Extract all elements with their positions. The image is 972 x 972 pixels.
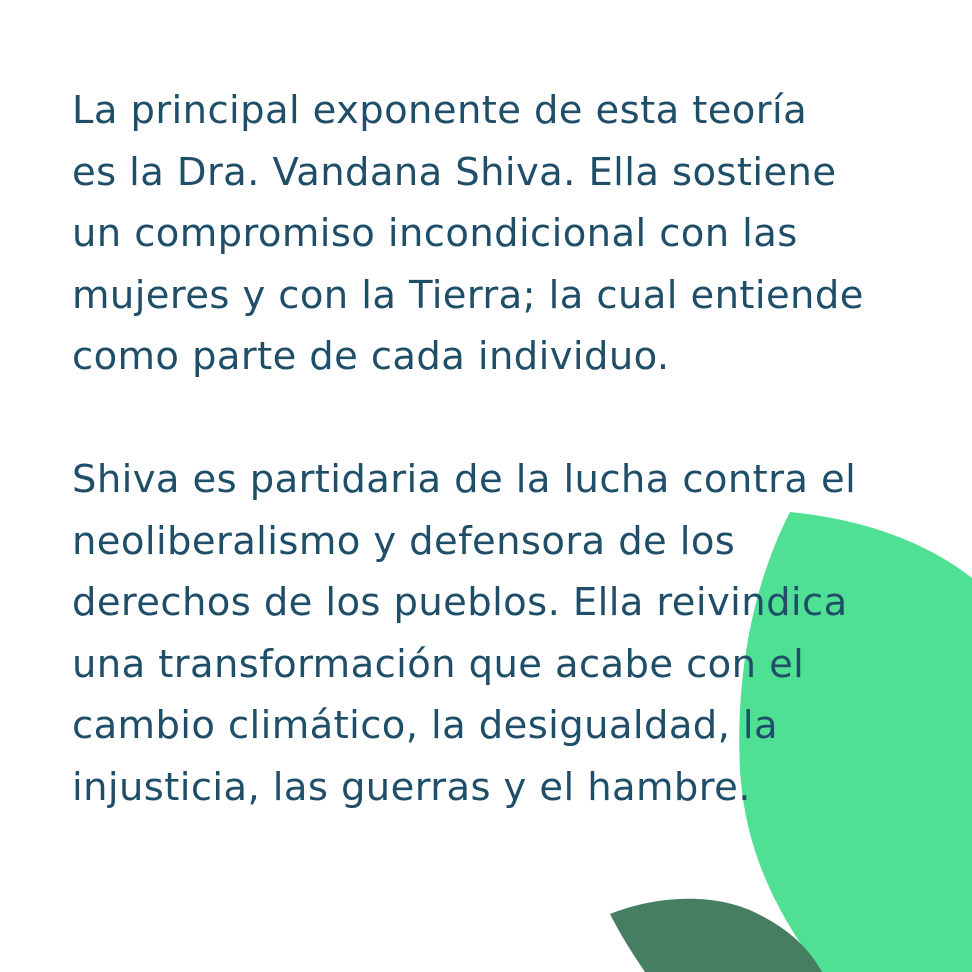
paragraph-gap <box>72 388 932 450</box>
paragraph-2-line-6: injusticia, las guerras y el hambre. <box>72 764 751 810</box>
paragraph-1-line-5: como parte de cada individuo. <box>72 334 670 379</box>
paragraph-1-line-2: es la Dra. Vandana Shiva. Ella sostiene <box>72 149 837 195</box>
paragraph-2-line-2: neoliberalismo y defensora de los <box>72 518 736 564</box>
paragraph-2-line-3: derechos de los pueblos. Ella reivindica <box>72 580 848 625</box>
paragraph-1-line-4: mujeres y con la Tierra; la cual entiende <box>72 272 864 318</box>
paragraph-2-line-4: una transformación que acabe con el <box>72 641 805 687</box>
paragraph-2-line-5: cambio climático, la desigualdad, la <box>72 703 779 748</box>
body-text <box>72 80 932 818</box>
paragraph-1-line-3: un compromiso incondicional con las <box>72 211 798 256</box>
paragraph-1-line-1: La principal exponente de esta teoría <box>72 88 808 133</box>
paragraph-2-line-1: Shiva es partidaria de la lucha contra el <box>72 457 857 502</box>
